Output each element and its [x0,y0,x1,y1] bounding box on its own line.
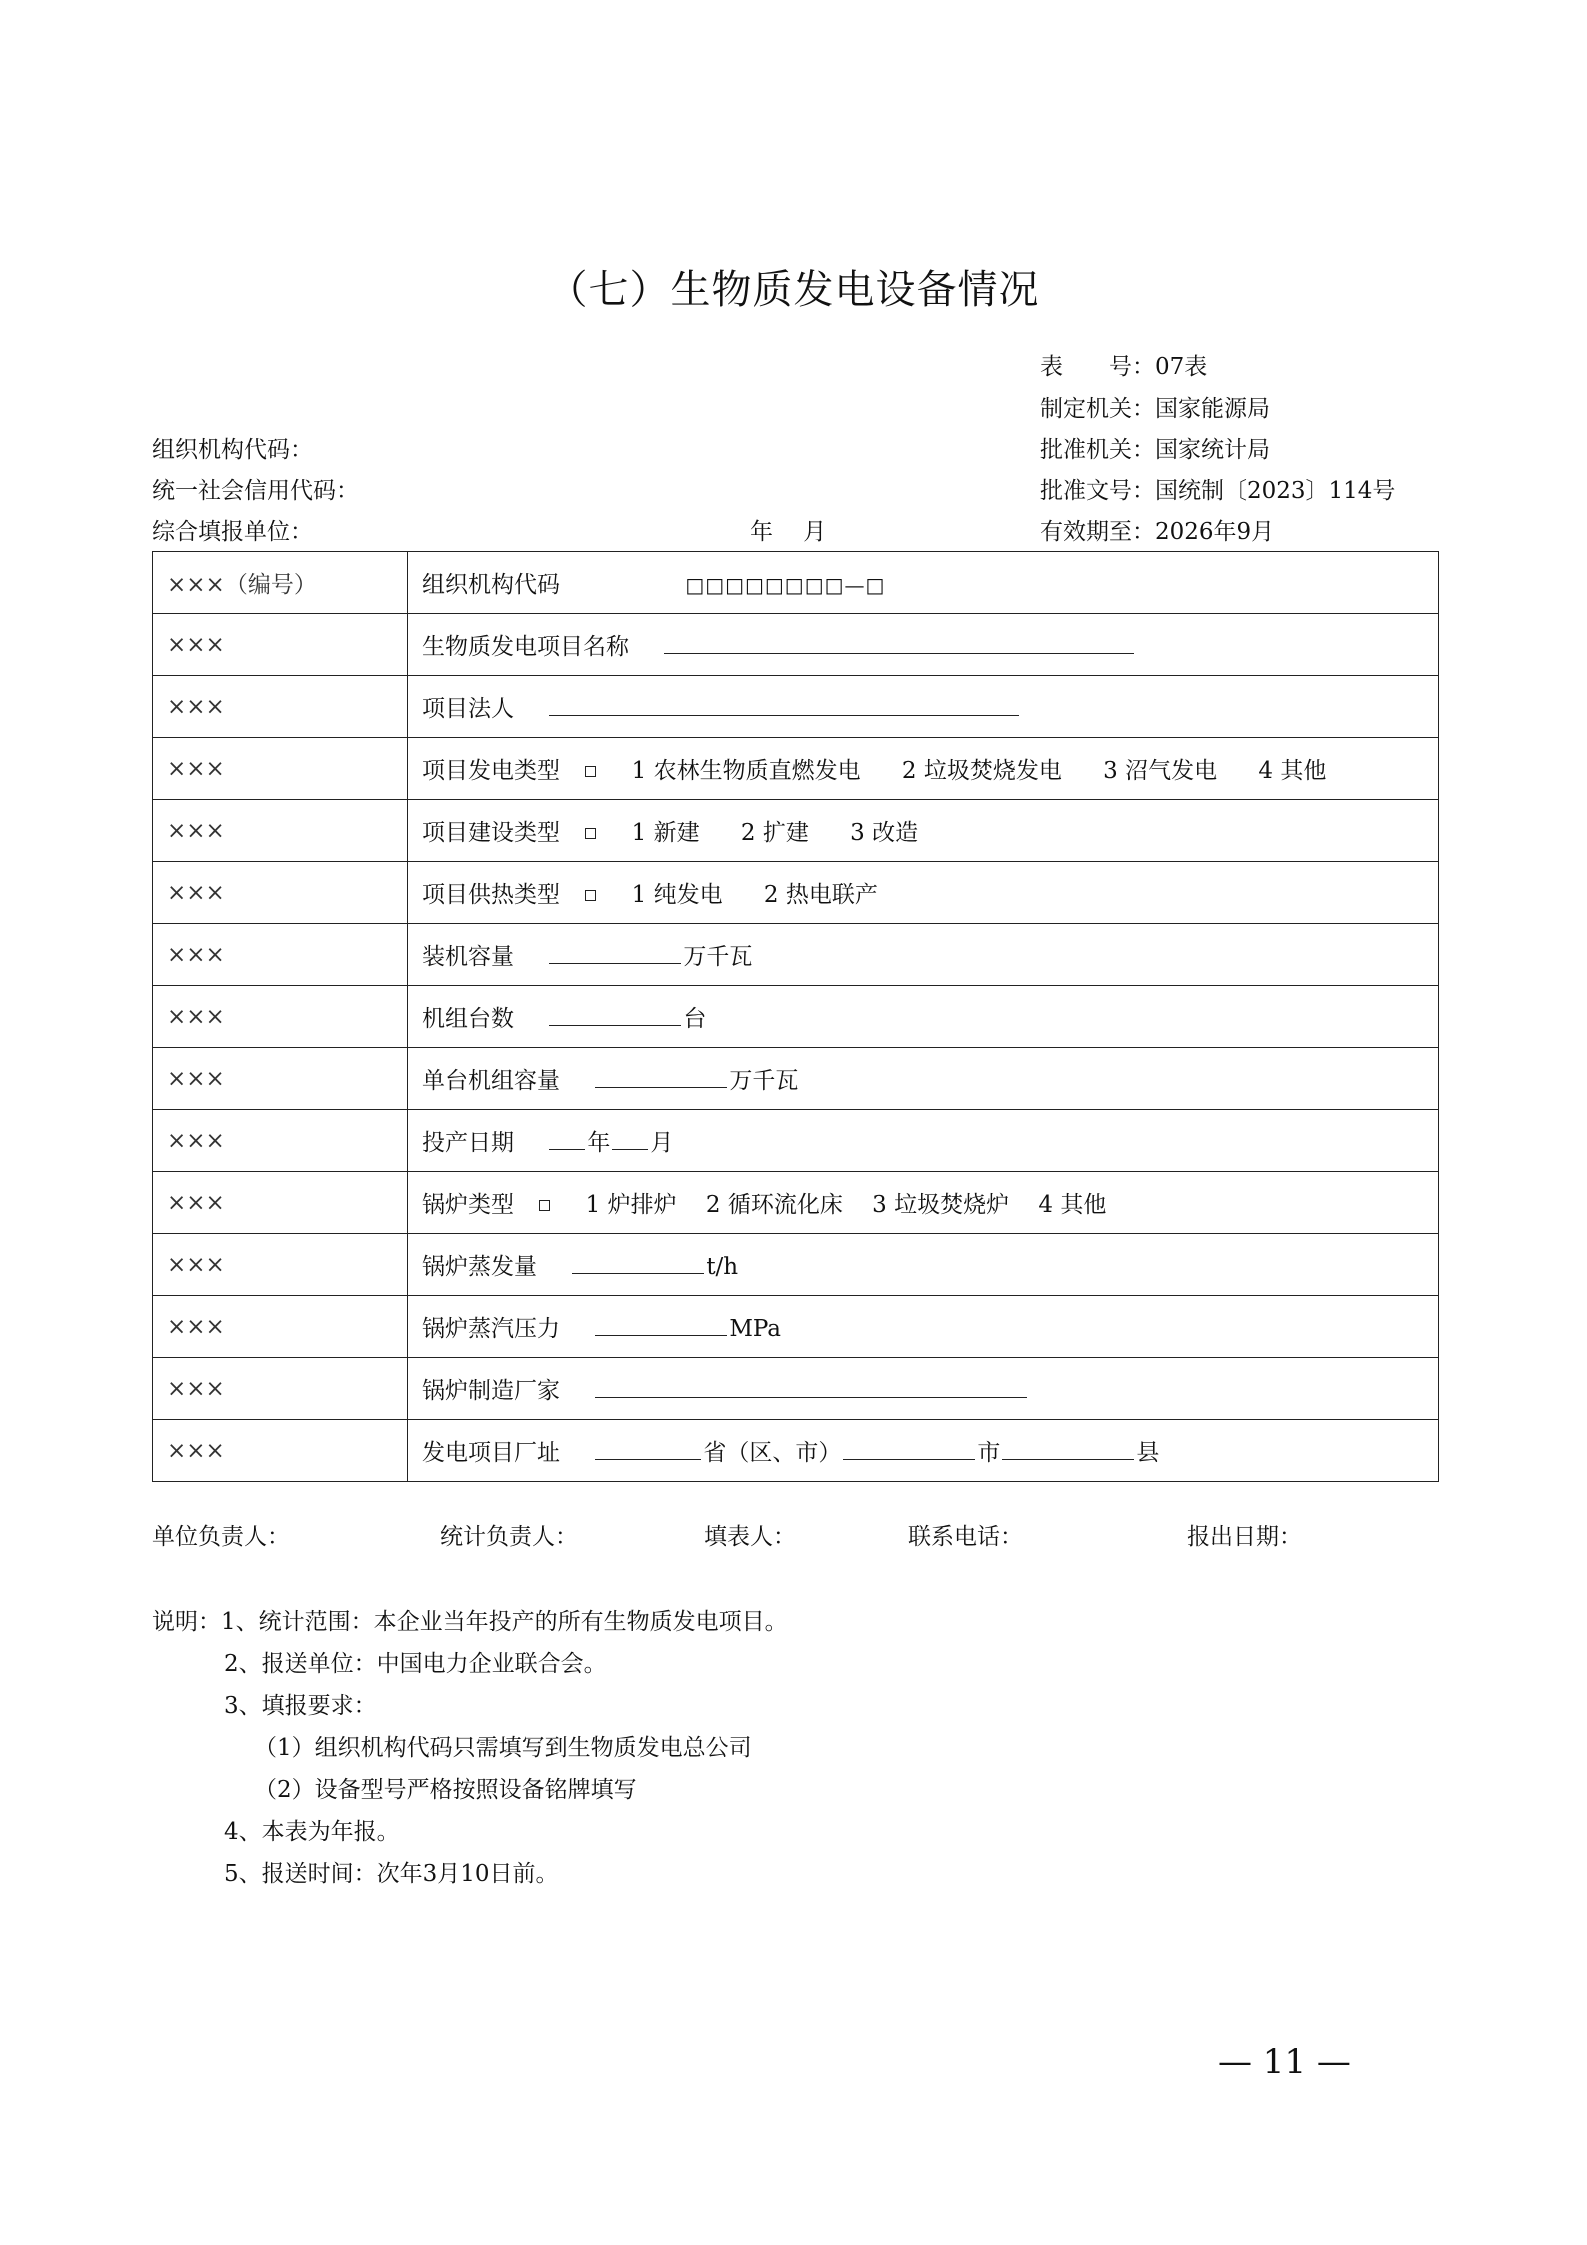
option-item: 2 垃圾焚烧发电 [901,758,1062,784]
unit-label: 万千瓦 [683,944,753,970]
installed-capacity-field[interactable] [549,941,681,964]
option-item: 2 扩建 [740,820,809,846]
note-line: （2）设备型号严格按照设备铭牌填写 [254,1777,637,1803]
field-label: 发电项目厂址 [422,1440,560,1466]
field-label: 项目供热类型 [422,882,560,908]
checkbox-icon[interactable] [585,890,596,901]
option-item: 1 炉排炉 [585,1192,677,1218]
row-content [408,924,1439,986]
report-date-label: 报出日期： [1187,1524,1302,1550]
project-name-field[interactable] [664,631,1134,654]
table-row [153,800,1439,862]
month-label: 月 [650,1130,674,1156]
row-content [408,1420,1439,1482]
table-row [153,676,1439,738]
page-title: （七）生物质发电设备情况 [547,267,1040,313]
row-code: ××× [153,738,408,800]
option-item: 4 其他 [1258,758,1327,784]
row-content [408,1110,1439,1172]
field-label: 锅炉蒸发量 [422,1254,537,1280]
boiler-evaporation-field[interactable] [572,1251,704,1274]
field-label: 生物质发电项目名称 [422,634,629,660]
equipment-form-table [152,551,1439,1482]
field-label: 组织机构代码 [422,572,560,598]
filler-label: 填表人： [704,1524,796,1550]
commission-month-field[interactable] [612,1127,648,1150]
table-row [153,862,1439,924]
row-code: ××× [153,1110,408,1172]
boiler-pressure-field[interactable] [595,1313,727,1336]
row-content [408,1048,1439,1110]
note-line: 4、本表为年报。 [224,1819,400,1845]
field-label: 项目发电类型 [422,758,560,784]
row-content [408,862,1439,924]
field-label: 锅炉制造厂家 [422,1378,560,1404]
checkbox-icon[interactable] [539,1200,550,1211]
field-label: 项目法人 [422,696,514,722]
row-code: ××× [153,1296,408,1358]
row-code: ××× [153,924,408,986]
valid-until: 有效期至：2026年9月 [1040,519,1275,545]
row-code: ××× [153,862,408,924]
field-label: 锅炉蒸汽压力 [422,1316,560,1342]
note-line: （1）组织机构代码只需填写到生物质发电总公司 [254,1735,752,1761]
contact-phone-label: 联系电话： [908,1524,1023,1550]
site-city-field[interactable] [843,1437,975,1460]
table-row [153,614,1439,676]
checkbox-icon[interactable] [585,766,596,777]
row-content [408,1296,1439,1358]
row-content [408,1234,1439,1296]
row-content [408,986,1439,1048]
row-code: ××× [153,1358,408,1420]
row-code: ××× [153,1234,408,1296]
note-line: 3、填报要求： [224,1693,377,1719]
unit-label: MPa [729,1316,782,1342]
table-row [153,1296,1439,1358]
table-row [153,738,1439,800]
row-code: ××× [153,800,408,862]
signature-row [152,1518,1439,1548]
option-item: 3 改造 [850,820,919,846]
org-code-label: 组织机构代码： [152,437,313,463]
row-content [408,552,1439,614]
approving-authority: 批准机关：国家统计局 [1040,437,1270,463]
field-label: 投产日期 [422,1130,514,1156]
option-item: 3 沼气发电 [1103,758,1218,784]
boiler-manufacturer-field[interactable] [595,1375,1027,1398]
row-code: ×××（编号） [153,552,408,614]
row-code: ××× [153,614,408,676]
table-row [153,552,1439,614]
unit-head-label: 单位负责人： [152,1524,290,1550]
field-label: 单台机组容量 [422,1068,560,1094]
option-item: 2 热电联产 [763,882,878,908]
page-number: — 11 — [1218,2042,1351,2082]
field-label: 项目建设类型 [422,820,560,846]
row-code: ××× [153,1048,408,1110]
site-county-field[interactable] [1002,1437,1134,1460]
note-line: 2、报送单位：中国电力企业联合会。 [224,1651,607,1677]
option-item: 1 新建 [631,820,700,846]
commission-year-field[interactable] [549,1127,585,1150]
credit-code-label: 统一社会信用代码： [152,478,359,504]
row-content [408,1358,1439,1420]
table-row [153,1234,1439,1296]
table-row [153,1110,1439,1172]
field-label: 机组台数 [422,1006,514,1032]
checkbox-icon[interactable] [585,828,596,839]
option-item: 1 农林生物质直燃发电 [631,758,861,784]
note-line: 说明：1、统计范围：本企业当年投产的所有生物质发电项目。 [152,1609,788,1635]
row-code: ××× [153,986,408,1048]
row-code: ××× [153,1420,408,1482]
row-content [408,614,1439,676]
table-row [153,924,1439,986]
row-content [408,800,1439,862]
county-label: 县 [1136,1440,1160,1466]
row-content [408,1172,1439,1234]
note-line: 5、报送时间：次年3月10日前。 [224,1861,559,1887]
reporting-unit-label: 综合填报单位： [152,519,313,545]
unit-label: 台 [683,1006,707,1032]
unit-count-field[interactable] [549,1003,681,1026]
year-label: 年 [587,1130,611,1156]
single-unit-capacity-field[interactable] [595,1065,727,1088]
unit-label: t/h [706,1254,739,1280]
option-item: 1 纯发电 [631,882,723,908]
unit-label: 万千瓦 [729,1068,799,1094]
table-row [153,1048,1439,1110]
row-content [408,676,1439,738]
approval-document-number: 批准文号：国统制〔2023〕114号 [1040,478,1396,504]
project-legal-person-field[interactable] [549,693,1019,716]
province-label: 省（区、市） [703,1440,842,1466]
option-item: 3 垃圾焚烧炉 [872,1192,1010,1218]
city-label: 市 [977,1440,1001,1466]
table-row [153,1358,1439,1420]
table-row [153,1172,1439,1234]
field-label: 锅炉类型 [422,1192,514,1218]
site-province-field[interactable] [595,1437,701,1460]
form-number: 表 号：07表 [1040,354,1208,380]
year-month-label: 年 月 [750,519,827,545]
issuing-authority: 制定机关：国家能源局 [1040,396,1270,422]
row-code: ××× [153,676,408,738]
row-code: ××× [153,1172,408,1234]
option-item: 2 循环流化床 [705,1192,843,1218]
table-row [153,1420,1439,1482]
field-label: 装机容量 [422,944,514,970]
option-item: 4 其他 [1038,1192,1107,1218]
statistics-head-label: 统计负责人： [440,1524,578,1550]
table-row [153,986,1439,1048]
org-code-boxes[interactable]: □□□□□□□□—□ [685,573,886,597]
row-content [408,738,1439,800]
